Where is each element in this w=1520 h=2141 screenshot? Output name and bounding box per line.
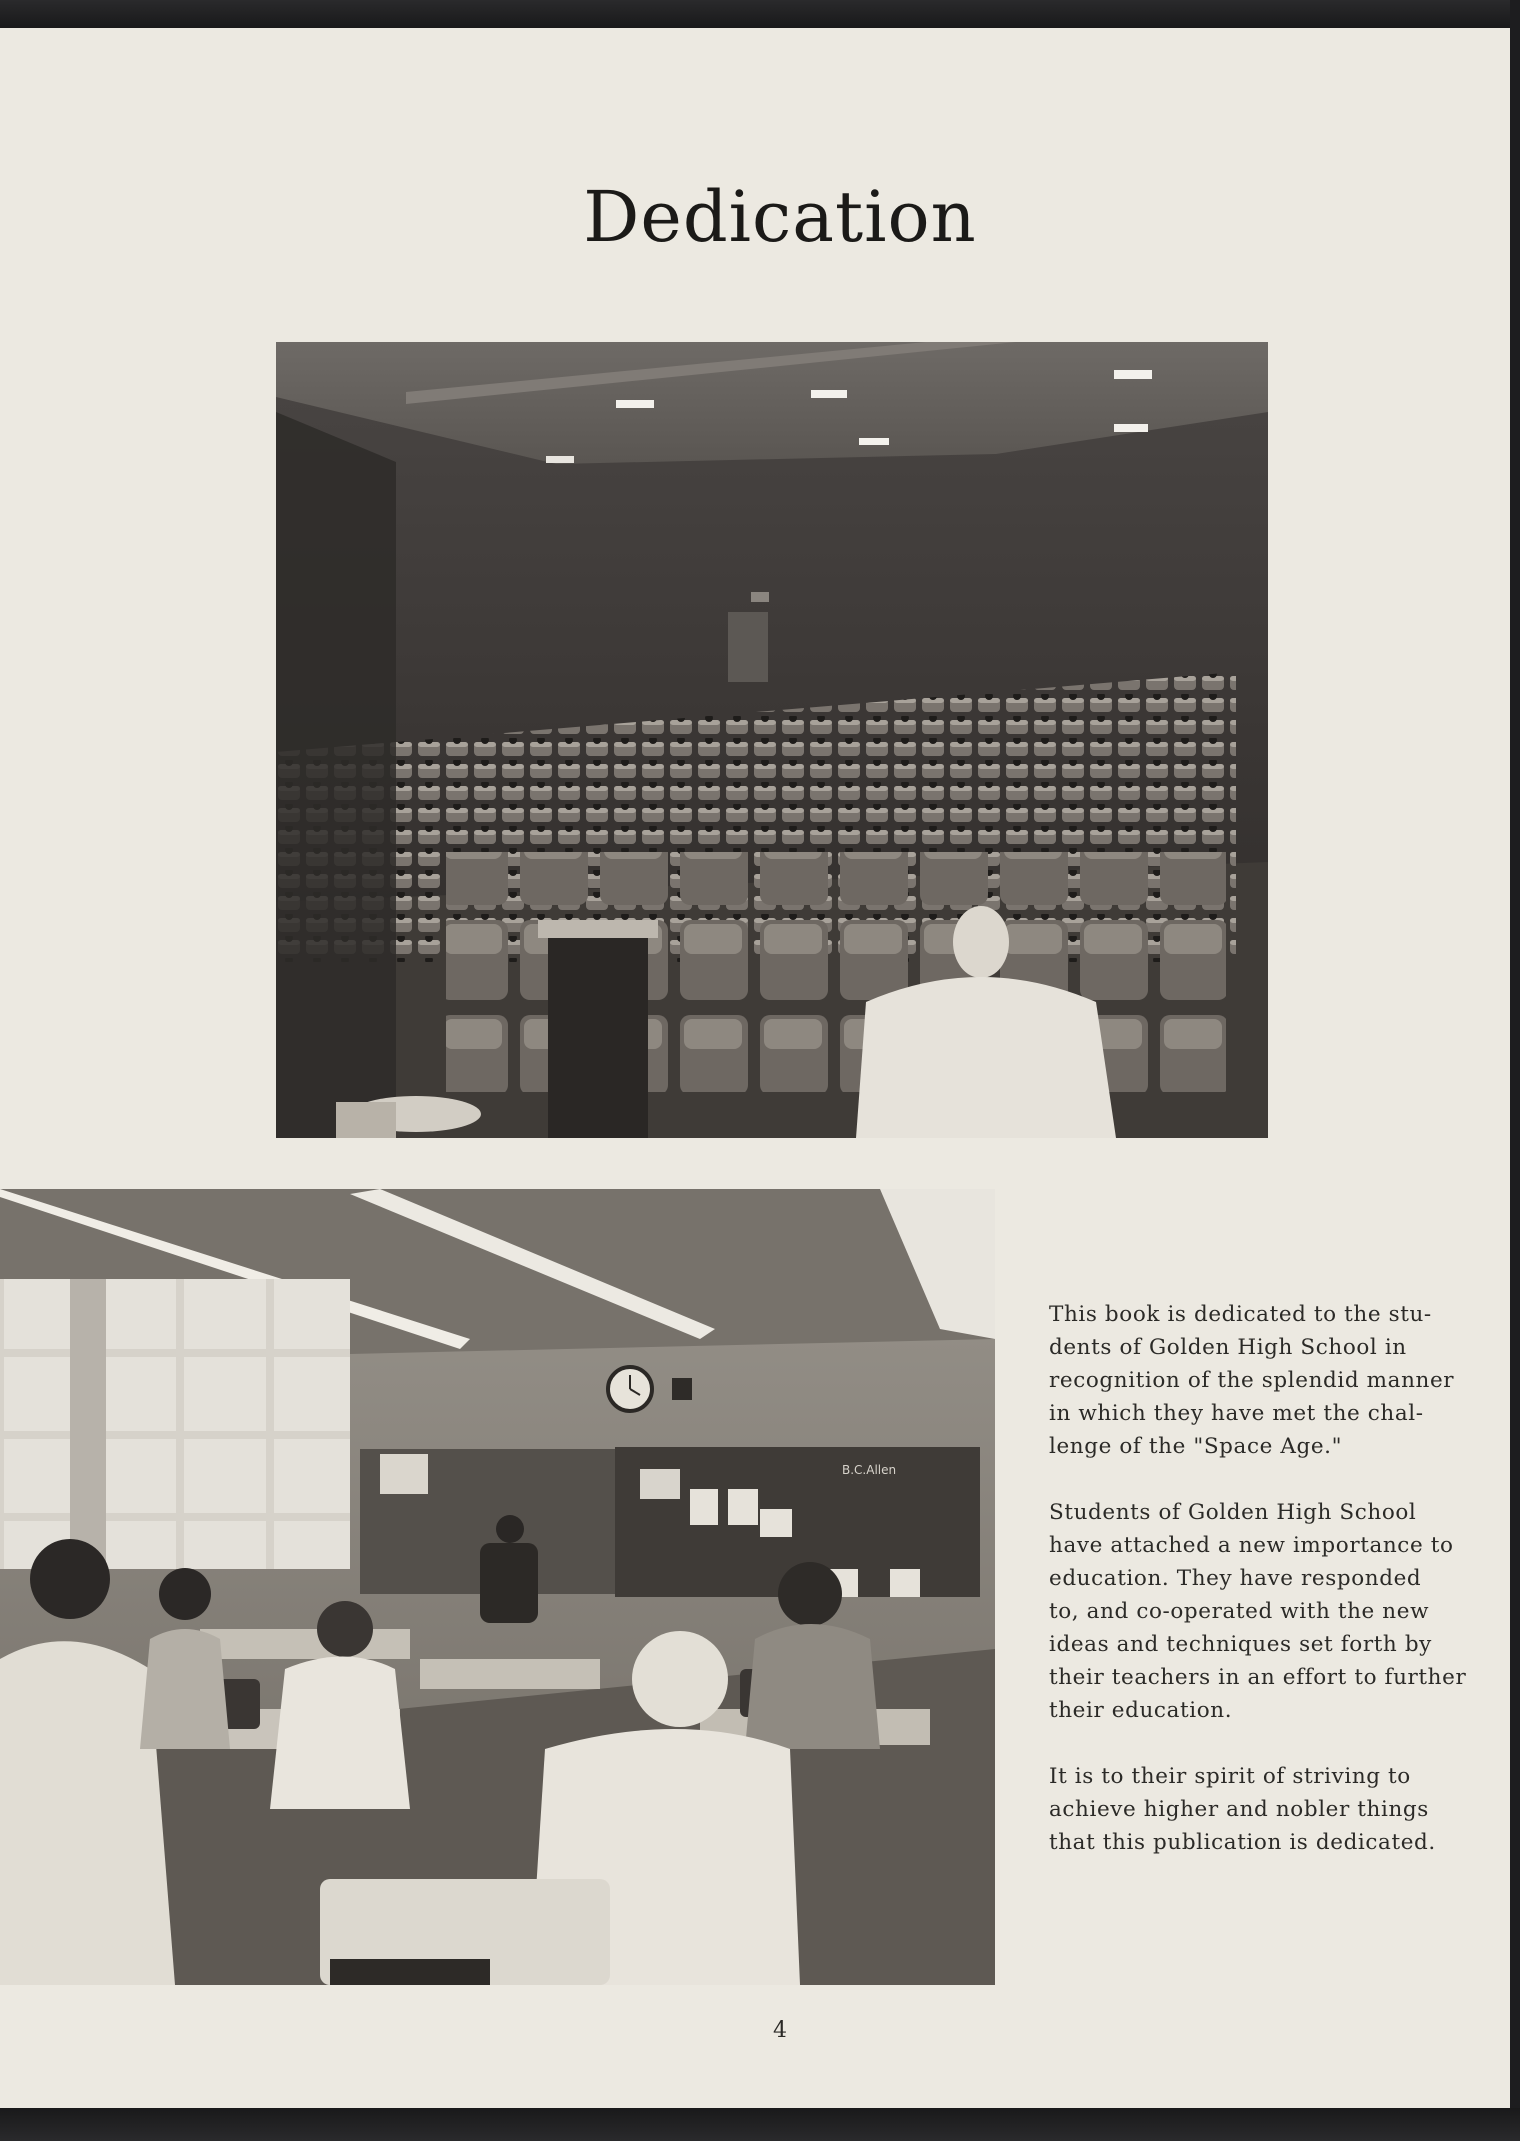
classroom-photo — [0, 1189, 995, 1985]
dedication-paragraph-2: Students of Golden High School have attached a new importance to education. They have responded to, and co-operated with the new ideas and techniques set forth by their teachers in an effort to further their education. — [1049, 1500, 1467, 1723]
scan-right-edge — [1510, 0, 1520, 2141]
yearbook-page — [0, 28, 1510, 2108]
dedication-paragraph-1: This book is dedicated to the stu- dents of Golden High School in recognition of the splendid manner in which they have met the chal- lenge of the "Space Age." — [1049, 1302, 1455, 1459]
page-title: Dedication — [583, 176, 977, 258]
scan-bottom-edge — [0, 2108, 1520, 2141]
dedication-paragraph-3: It is to their spirit of striving to achieve higher and nobler things that this publication is dedicated. — [1049, 1764, 1436, 1855]
classroom-sign-text: B.C.Allen — [842, 1463, 897, 1477]
dedication-text — [1049, 1298, 1469, 1892]
page-number: 4 — [773, 2018, 787, 2043]
auditorium-photo — [276, 342, 1268, 1138]
scan-top-edge — [0, 0, 1520, 28]
